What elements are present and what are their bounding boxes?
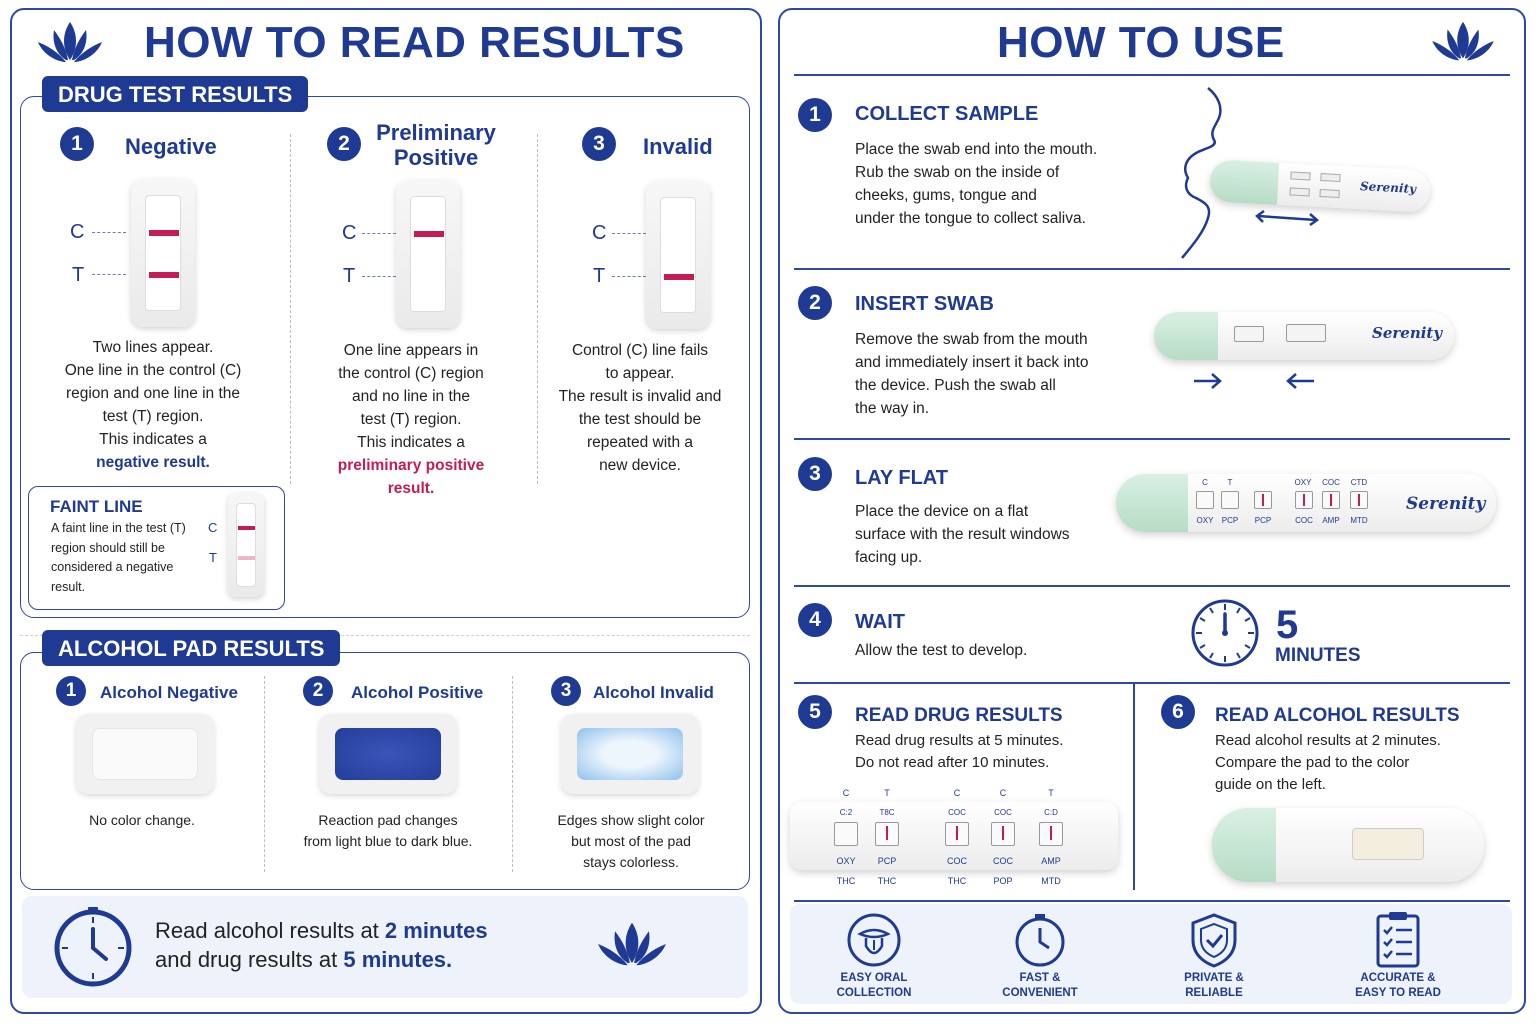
- timer-icon: [1188, 596, 1262, 668]
- label: C:D: [1044, 808, 1058, 817]
- timer-value: 5: [1276, 603, 1299, 647]
- step-title-insert-swab: INSERT SWAB: [855, 293, 994, 315]
- label: MTD: [1350, 516, 1368, 525]
- step-description: Read drug results at 5 minutes. Do not read after 10 minutes.: [855, 732, 1064, 771]
- step-description: Remove the swab from the mouth and immediately insert it back into the device. Push the swab all the way in.: [855, 331, 1089, 417]
- test-label: T: [593, 265, 606, 287]
- alcohol-pad-tab: ALCOHOL PAD RESULTS: [42, 630, 340, 666]
- lotus-icon: [596, 912, 668, 978]
- label: C: [1202, 478, 1208, 487]
- label: COC: [948, 808, 966, 817]
- label: C: [999, 788, 1007, 798]
- label: POP: [993, 876, 1013, 886]
- feature-label: FAST & CONVENIENT: [1002, 972, 1078, 999]
- step-title-read-drug: READ DRUG RESULTS: [855, 705, 1063, 726]
- vertical-divider: [1133, 684, 1135, 890]
- step-number: 1: [798, 98, 832, 132]
- step-number: 2: [327, 127, 361, 161]
- result-title-negative: Negative: [125, 134, 217, 159]
- test-pointer: [92, 274, 126, 275]
- alcohol-positive-description: Reaction pad changes from light blue to dark blue.: [303, 812, 473, 849]
- drug-test-tab: DRUG TEST RESULTS: [42, 76, 308, 112]
- swab-device-insert: Serenity: [1154, 312, 1454, 360]
- result-window: [1254, 491, 1272, 509]
- alcohol-negative-title: Alcohol Negative: [100, 683, 238, 702]
- divider: [290, 134, 291, 484]
- label: CTD: [1350, 478, 1368, 487]
- tongue-icon: [846, 912, 902, 968]
- result-window: [1221, 491, 1239, 509]
- divider: [794, 682, 1510, 684]
- step-description: Read alcohol results at 2 minutes. Compare the pad to the color guide on the left.: [1215, 732, 1441, 793]
- divider: [512, 676, 513, 872]
- step-number: 1: [56, 676, 86, 706]
- test-label: T: [209, 550, 217, 565]
- label: THC: [947, 876, 967, 886]
- result-window: [875, 822, 899, 846]
- control-pointer: [362, 233, 396, 234]
- label: T: [1048, 788, 1054, 798]
- divider: [794, 268, 1510, 270]
- label: T8C: [879, 808, 895, 817]
- test-cassette-faint: [228, 493, 264, 597]
- test-label: T: [343, 265, 356, 287]
- label: C: [953, 788, 961, 798]
- control-label: C: [70, 221, 85, 243]
- label: C: [842, 788, 850, 798]
- test-label: T: [72, 264, 85, 286]
- result-window: [1196, 491, 1214, 509]
- label: THC: [836, 876, 856, 886]
- step-number: 5: [798, 695, 832, 729]
- swab-device-collect: Serenity: [1209, 159, 1431, 212]
- step-number: 3: [798, 457, 832, 491]
- result-window: [834, 822, 858, 846]
- control-pointer: [612, 233, 646, 234]
- timer-unit: MINUTES: [1275, 645, 1361, 666]
- divider: [794, 585, 1510, 587]
- test-pointer: [612, 276, 646, 277]
- divider: [264, 676, 265, 872]
- clock-icon: [52, 905, 134, 987]
- label: T: [1227, 478, 1233, 487]
- step-description: Place the device on a flat surface with the result windows facing up.: [855, 503, 1070, 566]
- page-title-how-to-use: HOW TO USE: [997, 18, 1285, 67]
- label: PCP: [1254, 516, 1272, 525]
- result-description: Control (C) line fails to appear. The result is invalid and the test should be repeated with a new device.: [558, 342, 722, 474]
- alcohol-positive-title: Alcohol Positive: [351, 683, 484, 702]
- page-title-read-results: HOW TO READ RESULTS: [144, 18, 685, 67]
- label: COC: [1295, 516, 1313, 525]
- label: AMP: [1322, 516, 1340, 525]
- divider: [794, 900, 1510, 902]
- test-pointer: [362, 276, 396, 277]
- step-title-wait: WAIT: [855, 611, 905, 633]
- label: COC: [1322, 478, 1340, 487]
- control-label: C: [592, 222, 607, 244]
- alcohol-pad-positive: [319, 714, 457, 794]
- label: OXY: [1294, 478, 1312, 487]
- arrow-left-icon: [1284, 370, 1316, 392]
- alcohol-negative-description: No color change.: [89, 812, 195, 828]
- control-label: C: [208, 520, 218, 535]
- alcohol-device: [1212, 808, 1484, 882]
- result-window: [1350, 491, 1368, 509]
- step-description: Place the swab end into the mouth. Rub the swab on the inside of cheeks, gums, tongue and under the tongue to collect saliva.: [855, 141, 1098, 227]
- step-number: 2: [798, 286, 832, 320]
- label: PCP: [1221, 516, 1239, 525]
- result-title-preliminary-positive: Preliminary Positive: [376, 120, 496, 170]
- faint-line-title: FAINT LINE: [50, 497, 143, 516]
- label: COC: [947, 856, 967, 866]
- step-title-read-alcohol: READ ALCOHOL RESULTS: [1215, 705, 1460, 726]
- step-number: 3: [551, 676, 581, 706]
- test-cassette-positive: [396, 180, 460, 328]
- double-arrow-icon: [1254, 208, 1320, 226]
- lotus-logo-icon: [1430, 18, 1496, 66]
- result-title-invalid: Invalid: [643, 134, 713, 159]
- clock-icon: [1013, 912, 1067, 968]
- step-number: 3: [582, 127, 616, 161]
- feature-label: EASY ORAL COLLECTION: [836, 972, 912, 999]
- divider: [794, 438, 1510, 440]
- alcohol-invalid-description: Edges show slight color but most of the pad stays colorless.: [557, 812, 705, 870]
- alcohol-pad-negative: [76, 714, 214, 794]
- checklist-icon: [1374, 910, 1422, 968]
- label: C:2: [839, 808, 853, 817]
- step-number: 1: [60, 127, 94, 161]
- test-cassette-negative: [131, 179, 195, 327]
- lotus-logo-icon: [36, 18, 104, 68]
- step-title-collect-sample: COLLECT SAMPLE: [855, 103, 1039, 125]
- test-device-flat: Serenity: [1116, 474, 1496, 532]
- alcohol-invalid-title: Alcohol Invalid: [593, 683, 714, 702]
- result-window: [1322, 491, 1340, 509]
- result-window: [1039, 822, 1063, 846]
- result-description: One line appears in the control (C) region and no line in the test (T) region. This indicates a preliminary positive result.: [337, 342, 485, 497]
- step-description: Allow the test to develop.: [855, 642, 1028, 659]
- shield-icon: [1189, 912, 1239, 968]
- label: MTD: [1041, 876, 1061, 886]
- divider: [537, 134, 538, 484]
- faint-line-description: A faint line in the test (T) region should still be considered a negative result.: [51, 521, 186, 594]
- control-label: C: [342, 222, 357, 244]
- label: OXY: [836, 856, 856, 866]
- arrow-right-icon: [1192, 370, 1224, 392]
- feature-label: ACCURATE & EASY TO READ: [1355, 972, 1441, 999]
- test-cassette-invalid: [646, 181, 710, 329]
- step-number: 4: [798, 603, 832, 637]
- label: COC: [994, 808, 1012, 817]
- divider: [794, 74, 1510, 76]
- alcohol-pad-invalid: [561, 714, 699, 794]
- label: OXY: [1196, 516, 1214, 525]
- result-description: Two lines appear. One line in the control (C) region and one line in the test (T) region. This indicates a negative result.: [64, 339, 242, 471]
- label: COC: [993, 856, 1013, 866]
- result-window: [945, 822, 969, 846]
- label: PCP: [877, 856, 897, 866]
- timing-message: Read alcohol results at 2 minutes and drug results at 5 minutes.: [155, 918, 488, 972]
- result-window: [991, 822, 1015, 846]
- step-title-lay-flat: LAY FLAT: [855, 467, 948, 489]
- feature-label: PRIVATE & RELIABLE: [1184, 972, 1244, 999]
- step-number: 6: [1161, 695, 1195, 729]
- control-pointer: [92, 232, 126, 233]
- step-number: 2: [303, 676, 333, 706]
- label: AMP: [1041, 856, 1061, 866]
- result-window: [1295, 491, 1313, 509]
- label: T: [884, 788, 890, 798]
- label: THC: [877, 876, 897, 886]
